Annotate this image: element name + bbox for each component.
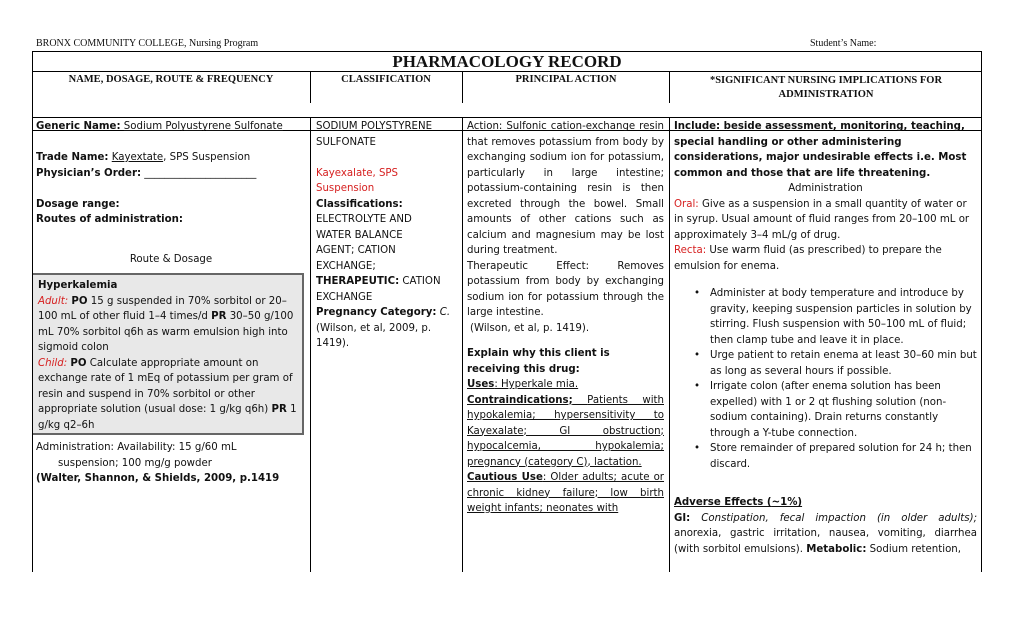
- adult-label: Adult:: [38, 295, 69, 307]
- action-text: Sulfonic cation-exchange resin that removes potassium from body by exchanging sodium ion for potassium, particularly in large intestine; potassium-containing resin is then excreted through the bowel. Small amounts of other cations such as calcium and magnesium may be lost during treatment.: [467, 121, 664, 256]
- adverse-effects-heading: [674, 495, 977, 511]
- dosage-range-label: Dosage range:: [36, 198, 120, 210]
- body-divider-2: [462, 117, 463, 572]
- child-route-pr: PR: [271, 404, 287, 415]
- gi-text: anorexia, gastric irritation, nausea, vomiting, diarrhea (with sorbitol emulsions).: [674, 528, 977, 555]
- adverse-pct: ~1%): [771, 497, 803, 508]
- rectal-instructions: [674, 243, 977, 274]
- col-header-action: PRINCIPAL ACTION: [515, 74, 617, 85]
- col-header-classification: CLASSIFICATION: [341, 74, 431, 85]
- adult-po-text: 15 g suspended in 70% sorbitol or 20–100 mL of other fluid 1–4 times/d: [38, 295, 287, 322]
- adult-route-po: PO: [71, 295, 88, 307]
- header-divider-3: [669, 71, 670, 103]
- drug-name-line2: SULFONATE: [316, 136, 376, 148]
- generic-name-line: [36, 119, 306, 135]
- admin-bullet-4: • Store remainder of prepared solution for 24 h; then discard.: [674, 441, 977, 472]
- include-note: Include: beside assessment, monitoring, teaching, special handling or other administering considerations, major undesirable effects i.e. Most common and those that are life threatening.: [674, 121, 967, 179]
- therapeutic-value1: CATION: [402, 276, 441, 287]
- trade-name-line: [36, 150, 306, 166]
- availability: [36, 440, 306, 487]
- admin-bullet-2: • Urge patient to retain enema at least 30–60 min but as long as several hours if possible.: [674, 348, 977, 379]
- pregnancy-line: [316, 305, 460, 321]
- trade-name-label: Trade Name:: [36, 152, 109, 163]
- contraindications: [467, 393, 664, 471]
- therapeutic-effect-label: Therapeutic Effect:: [467, 260, 590, 272]
- route-dosage-heading: Route & Dosage: [129, 254, 213, 265]
- trade-name-value: Kayextate: [111, 152, 164, 163]
- classification-label: Classifications:: [316, 198, 403, 210]
- adult-pr-text: 30–50 g/100 mL 70% sorbitol q6h as warm emulsion high into sigmoid colon: [38, 311, 294, 353]
- availability-line2: suspension; 100 mg/g powder: [58, 457, 212, 469]
- header-divider-1: [310, 71, 311, 103]
- child-route-po: PO: [70, 357, 87, 369]
- program-name: Nursing Program: [188, 38, 259, 49]
- uses-line: [467, 377, 664, 393]
- availability-line1: Administration: Availability: 15 g/60 mL: [36, 442, 237, 453]
- contraindications-text: Patients with hypokalemia; hypersensitivity to Kayexalate; GI obstruction; hypocalcemia, hypokalemia; pregnancy (category C), lactation.: [467, 394, 664, 468]
- explain-why-label: Explain why this client is receiving this drug:: [467, 348, 610, 375]
- administration-title: Administration: [788, 183, 863, 194]
- therapeutic-effect: [467, 259, 664, 321]
- uses-label: Uses: [467, 379, 495, 390]
- oral-instructions: [674, 197, 977, 244]
- rectal-text: Use warm fluid (as prescribed) to prepare the emulsion for enema.: [674, 245, 942, 272]
- child-po-text: Calculate appropriate amount on exchange rate of 1 mEq of potassium per gram of resin and suspend in 70% sorbitol or other appropriate solution (usual dose: 1 g/kg q6h): [38, 357, 293, 415]
- dosage-box: [33, 273, 304, 435]
- oral-text: Give as a suspension in a small quantity of water or in syrup. Usual amount of fluid ranges from 20–100 mL or approximately 3–4 mL/g of drug.: [674, 198, 970, 241]
- uses-text: : Hyperkale mia.: [494, 379, 579, 390]
- therapeutic-label: THERAPEUTIC:: [316, 276, 400, 287]
- college-header: [36, 38, 258, 49]
- rectal-label: Recta:: [674, 245, 707, 256]
- therapeutic-line: [316, 274, 460, 290]
- cautious-use-text: : Older adults; acute or chronic kidney failure; low birth weight infants; neonates with: [467, 472, 665, 514]
- trade-line1: Kayexalate, SPS: [316, 167, 399, 179]
- college-name: BRONX COMMUNITY COLLEGE,: [36, 38, 187, 49]
- col-header-name: NAME, DOSAGE, ROUTE & FREQUENCY: [68, 74, 274, 85]
- cautious-use-label: Cautious Use: [467, 472, 543, 483]
- oral-label: Oral:: [674, 198, 699, 210]
- classification-line3: AGENT; CATION: [316, 245, 396, 256]
- student-name-label: Student’s Name:: [810, 38, 877, 49]
- physician-order-line: [36, 166, 306, 182]
- therapeutic-value2: EXCHANGE: [316, 291, 373, 303]
- action-paragraph: [467, 119, 664, 259]
- col-header-implications-line1: *SIGNIFICANT NURSING IMPLICATIONS FOR: [709, 75, 943, 86]
- availability-citation: (Walter, Shannon, & Shields, 2009, p.1419: [36, 473, 280, 484]
- action-citation: (Wilson, et al, p. 1419).: [470, 322, 590, 334]
- physician-order-label: Physician’s Order:: [36, 167, 142, 179]
- metabolic-text: Sodium retention,: [869, 543, 961, 555]
- class-citation-line2: 1419).: [316, 338, 350, 349]
- child-pr-text: 1 g/kg q2–6h: [38, 404, 297, 431]
- body-divider-3: [669, 117, 670, 572]
- generic-name-label: Generic Name:: [36, 121, 121, 132]
- classification-line4: EXCHANGE;: [316, 260, 376, 272]
- dosage-box-title: Hyperkalemia: [38, 280, 118, 291]
- therapeutic-effect-text: Removes potassium from body by exchanging sodium ion for potassium through the large intestine.: [467, 260, 664, 318]
- generic-name-value: Sodium Polyustyrene Sulfonate: [123, 121, 283, 132]
- child-dosage: [38, 356, 299, 434]
- contraindications-label: Contraindications;: [467, 394, 573, 406]
- physician-order-blank: ______________________: [144, 167, 257, 179]
- classification-line1: ELECTROLYTE AND: [316, 214, 412, 225]
- page-title: PHARMACOLOGY RECORD: [392, 52, 622, 71]
- adverse-label: Adverse Effects (: [674, 497, 772, 508]
- trade-name-rest: , SPS Suspension: [163, 152, 251, 163]
- child-label: Child:: [38, 357, 68, 369]
- class-citation-line1: (Wilson, et al, 2009, p.: [316, 322, 432, 334]
- admin-bullet-1: • Administer at body temperature and introduce by gravity, keeping suspension particles in solution by stirring. Flush suspension with 50–100 mL of fluid; then clamp tube and leave it in place.: [674, 286, 977, 348]
- col-principal-action: [467, 119, 664, 517]
- col-classification: [316, 119, 460, 352]
- action-label: Action:: [467, 121, 503, 132]
- gi-label: GI:: [674, 512, 691, 524]
- routes-label: Routes of administration:: [36, 214, 184, 225]
- classification-line2: WATER BALANCE: [316, 229, 403, 241]
- trade-line2: Suspension: [316, 183, 375, 194]
- gi-italic-text: Constipation, fecal impaction (in older adults);: [701, 512, 977, 524]
- adverse-effects-text: [674, 511, 977, 558]
- adult-dosage: [38, 294, 299, 356]
- admin-bullet-3: • Irrigate colon (after enema solution has been expelled) with 1 or 2 qt flushing solution (non-sodium containing). Drain returns constantly through a Y-tube connection.: [674, 379, 977, 441]
- col-header-implications: [670, 74, 982, 102]
- adult-route-pr: PR: [211, 311, 227, 322]
- body-divider-1: [310, 117, 311, 572]
- header-divider-2: [462, 71, 463, 103]
- title-divider: [32, 71, 982, 72]
- cautious-use: [467, 470, 664, 517]
- col-name-dosage: [36, 119, 306, 268]
- metabolic-label: Metabolic:: [806, 543, 867, 555]
- col-header-implications-line2: ADMINISTRATION: [778, 89, 874, 100]
- col-nursing-implications: [674, 119, 977, 571]
- pregnancy-label: Pregnancy Category:: [316, 307, 437, 318]
- pregnancy-value: C.: [439, 307, 451, 318]
- drug-name-line1: SODIUM POLYSTYRENE: [316, 121, 433, 132]
